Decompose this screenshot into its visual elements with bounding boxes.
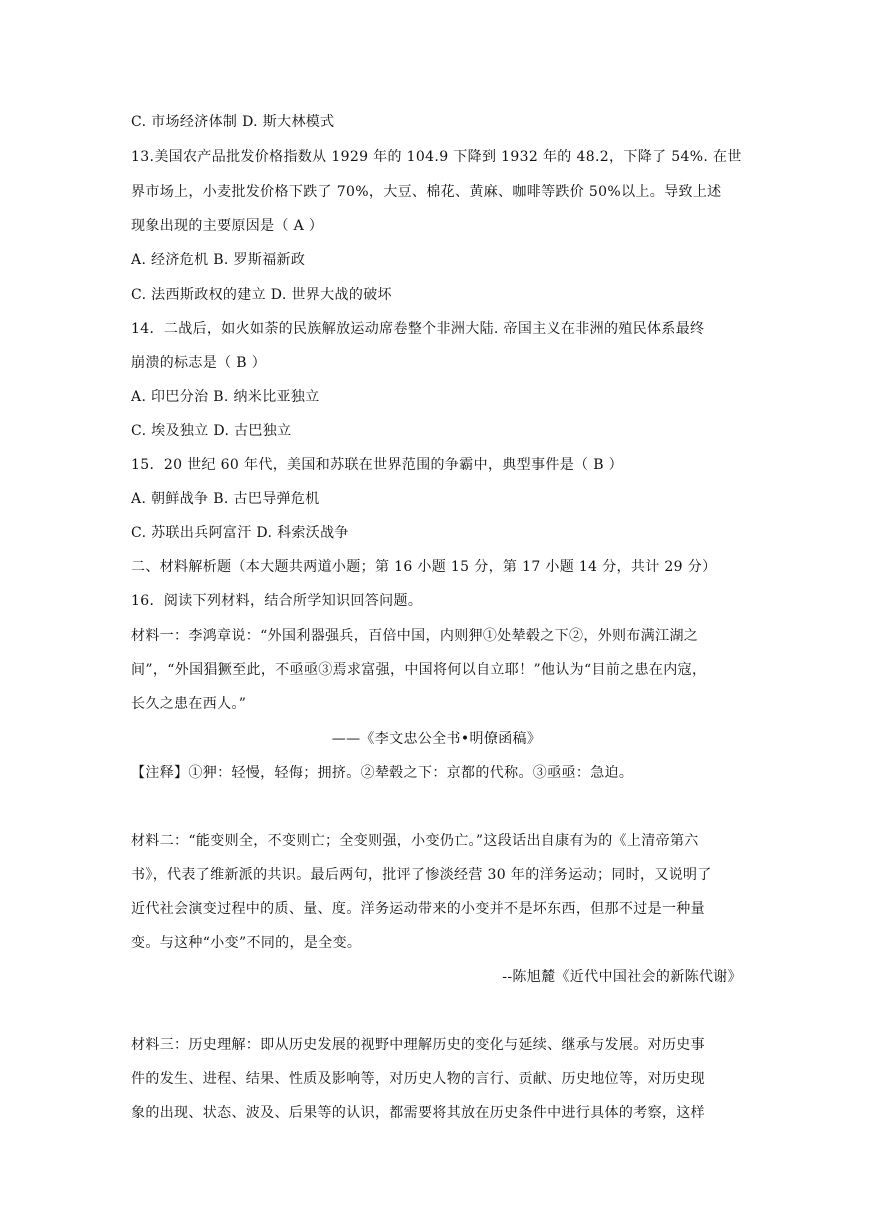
material-3-line-2: 件的发生、进程、结果、性质及影响等，对历史人物的言行、贡献、历史地位等，对历史现: [131, 1071, 705, 1087]
option-line-q12-cd: C. 市场经济体制 D. 斯大林模式: [131, 114, 335, 130]
option-line-q15-ab: A. 朝鲜战争 B. 古巴导弹危机: [131, 491, 320, 507]
material-2-line-1: 材料二：“能变则全，不变则亡；全变则强，小变仍亡。”这段话出自康有为的《上清帝第六: [131, 833, 699, 849]
material-3-line-1: 材料三：历史理解：即从历史发展的视野中理解历史的变化与延续、继承与发展。对历史事: [131, 1037, 705, 1053]
material-2-line-4: 变。与这种“小变”不同的，是全变。: [131, 935, 362, 951]
question-16-prompt: 16．阅读下列材料，结合所学知识回答问题。: [131, 593, 423, 609]
question-14-line-1: 14．二战后，如火如荼的民族解放运动席卷整个非洲大陆. 帝国主义在非洲的殖民体系最终: [131, 321, 705, 337]
annotation-line: 【注释】①狎：轻慢，轻侮；拥挤。②辇毂之下：京都的代称。③亟亟：急迫。: [131, 765, 634, 781]
question-13-line-1: 13.美国农产品批发价格指数从 1929 年的 104.9 下降到 1932 年的 48.2，下降了 54%. 在世: [131, 149, 742, 165]
question-13-line-3: 现象出现的主要原因是（ A ）: [131, 218, 324, 234]
option-line-q15-cd: C. 苏联出兵阿富汗 D. 科索沃战争: [131, 525, 349, 541]
material-2-line-2: 书》，代表了维新派的共识。最后两句，批评了惨淡经营 30 年的洋务运动；同时，又说明了: [131, 867, 712, 883]
section-heading: 二、材料解析题（本大题共两道小题；第 16 小题 15 分，第 17 小题 14 分，共计 29 分）: [131, 559, 717, 575]
option-line-q13-cd: C. 法西斯政权的建立 D. 世界大战的破坏: [131, 287, 392, 303]
question-14-line-2: 崩溃的标志是（ B ）: [131, 355, 267, 371]
material-1-line-2: 间”，“外国猖獗至此，不亟亟③焉求富强，中国将何以自立耶！”他认为“目前之患在内寇，: [131, 662, 707, 678]
option-line-q14-ab: A. 印巴分治 B. 纳米比亚独立: [131, 389, 320, 405]
option-line-q14-cd: C. 埃及独立 D. 古巴独立: [131, 423, 292, 439]
material-1-source: ——《李文忠公全书•明僚函稿》: [331, 731, 542, 747]
material-1-line-3: 长久之患在西人。”: [131, 696, 247, 712]
question-15-line-1: 15．20 世纪 60 年代，美国和苏联在世界范围的争霸中，典型事件是（ B ）: [131, 457, 623, 473]
material-2-line-3: 近代社会演变过程中的质、量、度。洋务运动带来的小变并不是坏东西，但那不过是一种量: [131, 901, 705, 917]
material-2-source: --陈旭麓《近代中国社会的新陈代谢》: [502, 969, 742, 985]
option-line-q13-ab: A. 经济危机 B. 罗斯福新政: [131, 252, 306, 268]
question-13-line-2: 界市场上，小麦批发价格下跌了 70%，大豆、棉花、黄麻、咖啡等跌价 50%以上。导致上述: [131, 184, 722, 200]
material-3-line-3: 象的出现、状态、波及、后果等的认识，都需要将其放在历史条件中进行具体的考察，这样: [131, 1105, 705, 1121]
material-1-line-1: 材料一：李鸿章说：“外国利器强兵，百倍中国，内则狎①处辇毂之下②，外则布满江湖之: [131, 628, 699, 644]
